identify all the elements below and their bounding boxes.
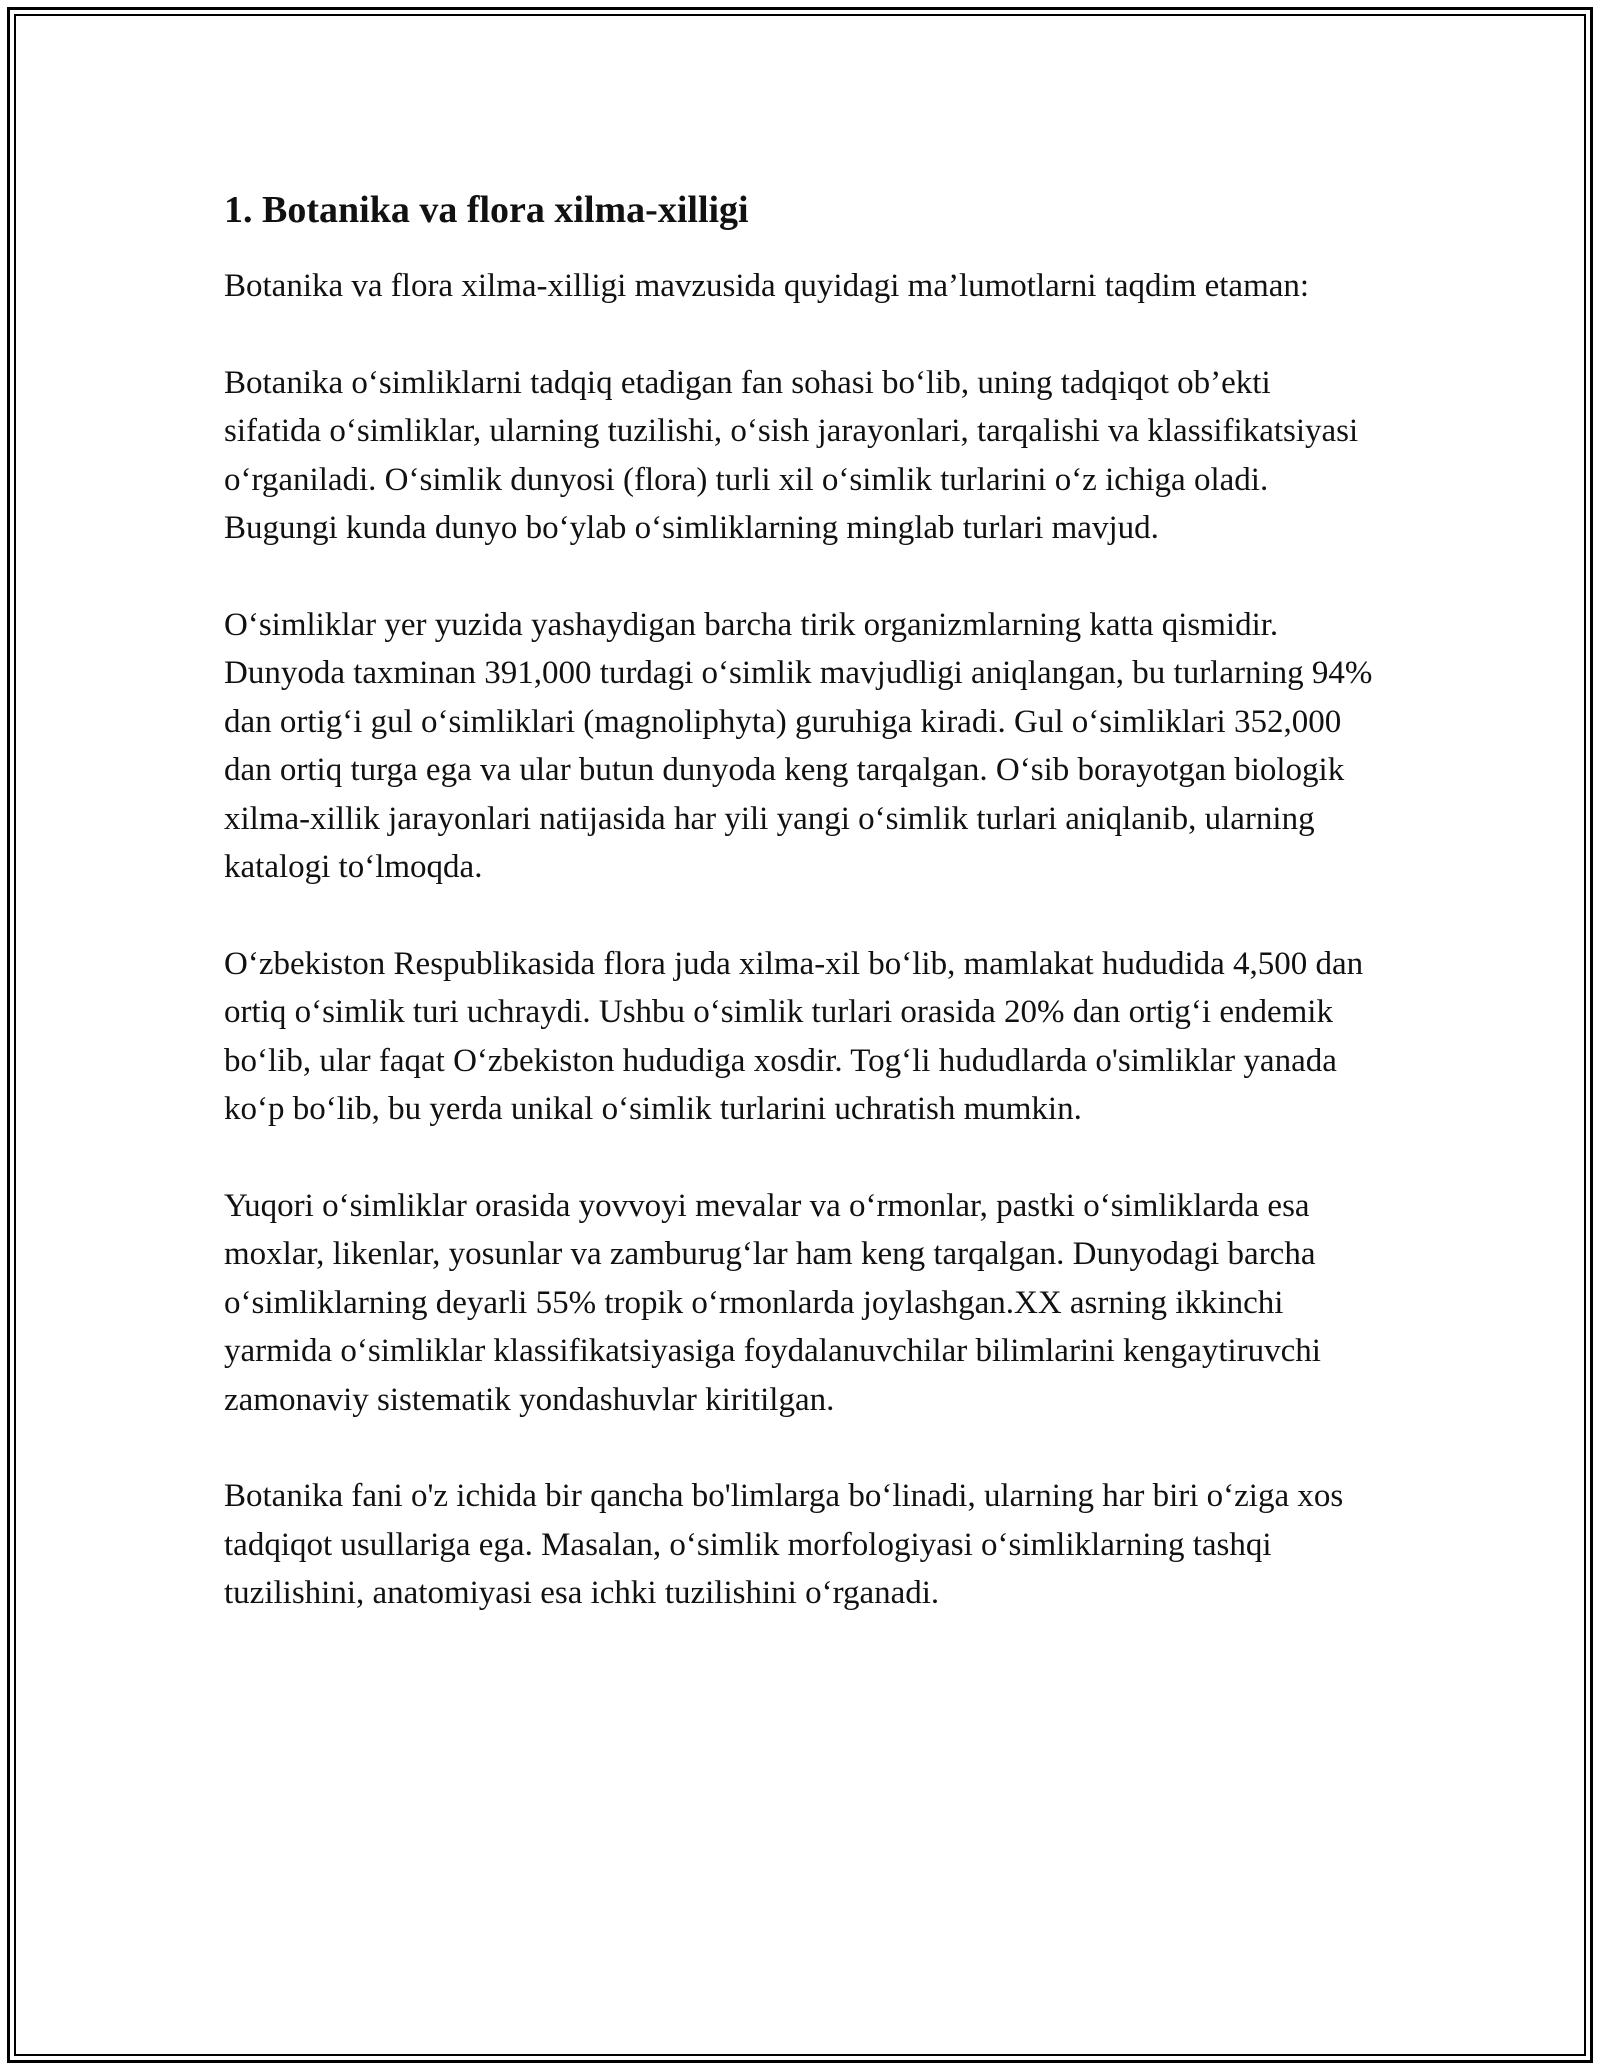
paragraph-botanika-definition: Botanika o‘simliklarni tadqiq etadigan fan sohasi bo‘lib, uning tadqiqot ob’ekti sifatida o‘simliklar, ularning tuzilishi, o‘sish jarayonlari, tarqalishi va klassifikatsiyasi o‘rganiladi. O‘simlik dunyosi (flora) turli xil o‘simlik turlarini o‘z ichiga oladi. Bugungi kunda dunyo bo‘ylab o‘simliklarning minglab turlari mavjud. (224, 364, 1359, 546)
paragraph-higher-lower-plants: Yuqori o‘simliklar orasida yovvoyi mevalar va o‘rmonlar, pastki o‘simliklarda esa moxlar, likenlar, yosunlar va zamburug‘lar ham keng tarqalgan. Dunyodagi barcha o‘simliklarning deyarli 55% tropik o‘rmonlarda joylashgan.XX asrning ikkinchi yarmida o‘simliklar klassifikatsiyasiga foydalanuvchilar bilimlarini kengaytiruvchi zamonaviy sistematik yondashuvlar kiritilgan. (224, 1187, 1321, 1418)
paragraph-botany-branches: Botanika fani o'z ichida bir qancha bo'limlarga bo‘linadi, ularning har biri o‘ziga xos tadqiqot usullariga ega. Masalan, o‘simlik morfologiyasi o‘simliklarning tashqi tuzilishini, anatomiyasi esa ichki tuzilishini o‘rganadi. (224, 1478, 1344, 1611)
document-body (224, 182, 1374, 1618)
section-heading: 1. Botanika va flora xilma-xilligi (224, 189, 749, 231)
paragraph-intro: Botanika va flora xilma-xilligi mavzusida quyidagi ma’lumotlarni taqdim etaman: (224, 268, 1310, 304)
paragraph-world-species: O‘simliklar yer yuzida yashaydigan barcha tirik organizmlarning katta qismidir. Dunyoda taxminan 391,000 turdagi o‘simlik mavjudligi aniqlangan, bu turlarning 94% dan ortig‘i gul o‘simliklari (magnoliphyta) guruhiga kiradi. Gul o‘simliklari 352,000 dan ortiq turga ega va ular butun dunyoda keng tarqalgan. O‘sib borayotgan biologik xilma-xillik jarayonlari natijasida har yili yangi o‘simlik turlari aniqlanib, ularning katalogi to‘lmoqda. (224, 606, 1373, 885)
paragraph-uzbekistan-flora: O‘zbekiston Respublikasida flora juda xilma-xil bo‘lib, mamlakat hududida 4,500 dan ortiq o‘simlik turi uchraydi. Ushbu o‘simlik turlari orasida 20% dan ortig‘i endemik bo‘lib, ular faqat O‘zbekiston hududiga xosdir. Tog‘li hududlarda o'simliklar yanada ko‘p bo‘lib, bu yerda unikal o‘simlik turlarini uchratish mumkin. (224, 945, 1364, 1127)
